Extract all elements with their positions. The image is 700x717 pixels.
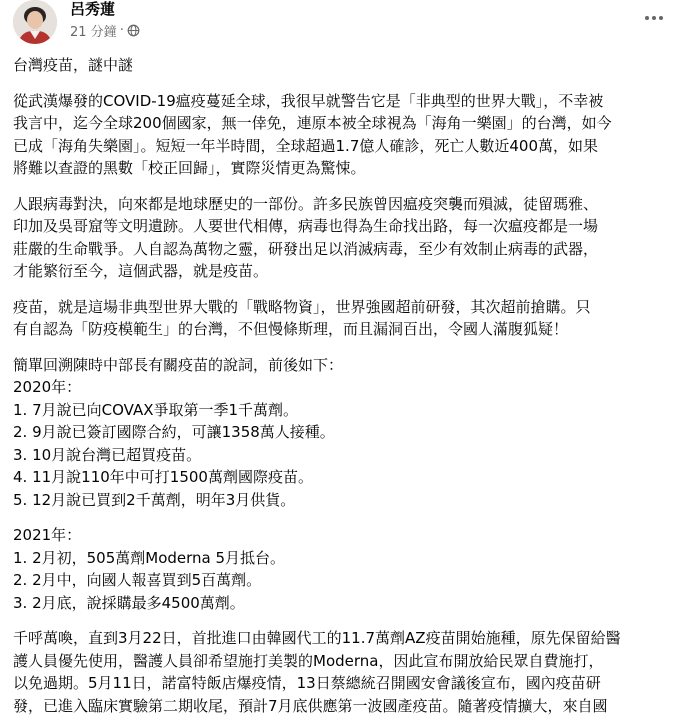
text-line: 才能繁衍至今，這個武器，就是疫苗。 [13, 260, 683, 283]
text-line: 印加及吳哥窟等文明遺跡。人要世代相傳，病毒也得為生命找出路，每一次瘟疫都是一場 [13, 215, 683, 238]
list-item: 5. 12月說已買到2千萬劑，明年3月供貨。 [13, 489, 683, 512]
text-line: 將難以查證的黑數「校正回歸」，實際災情更為驚悚。 [13, 157, 683, 180]
text-line: 發，已進入臨床實驗第二期收尾，預計7月底供應第一波國產疫苗。隨著疫情擴大，來自國 [13, 695, 683, 717]
post-title: 台灣疫苗，謎中謎 [13, 54, 683, 77]
list-item: 3. 2月底，說採購最多4500萬劑。 [13, 592, 683, 615]
globe-icon [127, 24, 140, 37]
text-line: 有自認為「防疫模範生」的台灣，不但慢條斯理，而且漏洞百出，令國人滿腹狐疑！ [13, 318, 683, 341]
list-item: 1. 7月說已向COVAX爭取第一季1千萬劑。 [13, 399, 683, 422]
post-body [13, 54, 683, 717]
author-name[interactable]: 呂秀蓮 [70, 0, 115, 19]
text-line: 護人員優先使用，醫護人員卻希望施打美製的Moderna，因此宣布開放給民眾自費施打， [13, 650, 683, 673]
post-time[interactable]: 21 分鐘 [70, 21, 117, 40]
text-line: 莊嚴的生命戰爭。人自認為萬物之靈，研發出足以消滅病毒，至少有效制止病毒的武器， [13, 238, 683, 261]
text-line: 已成「海角失樂園」。短短一年半時間，全球超過1.7億人確診，死亡人數近400萬，如果 [13, 135, 683, 158]
text-line: 千呼萬喚，直到3月22日，首批進口由韓國代工的11.7萬劑AZ疫苗開始施種，原先保留給醫 [13, 627, 683, 650]
text-line: 簡單回溯陳時中部長有關疫苗的說詞，前後如下： [13, 354, 683, 377]
text-line: 疫苗，就是這場非典型世界大戰的「戰略物資」，世界強國超前研發，其次超前搶購。只 [13, 296, 683, 319]
post-meta [70, 21, 140, 40]
text-line: 我言中，迄今全球200個國家，無一倖免，連原本被全球視為「海角一樂園」的台灣，如今 [13, 112, 683, 135]
list-item: 1. 2月初，505萬劑Moderna 5月抵台。 [13, 547, 683, 570]
meta-separator: · [120, 23, 124, 38]
more-options-icon[interactable] [638, 6, 670, 30]
text-line: 從武漢爆發的COVID-19瘟疫蔓延全球，我很早就警告它是「非典型的世界大戰」，不幸被 [13, 90, 683, 113]
text-line: 2020年： [13, 376, 683, 399]
list-item: 2. 9月說已簽訂國際合約，可讓1358萬人接種。 [13, 421, 683, 444]
list-item: 2. 2月中，向國人報喜買到5百萬劑。 [13, 569, 683, 592]
more-dot [645, 16, 649, 20]
more-dot [652, 16, 656, 20]
profile-photo [13, 0, 57, 44]
text-line: 以免過期。5月11日，諾富特飯店爆疫情，13日蔡總統召開國安會議後宣布，國內疫苗研 [13, 672, 683, 695]
post-header [0, 0, 700, 50]
list-item: 4. 11月說110年中可打1500萬劑國際疫苗。 [13, 466, 683, 489]
list-item: 3. 10月說台灣已超買疫苗。 [13, 444, 683, 467]
text-line: 人跟病毒對決，向來都是地球歷史的一部份。許多民族曾因瘟疫突襲而殞滅，徒留瑪雅、 [13, 193, 683, 216]
avatar[interactable] [13, 0, 57, 44]
more-dot [659, 16, 663, 20]
text-line: 2021年： [13, 524, 683, 547]
